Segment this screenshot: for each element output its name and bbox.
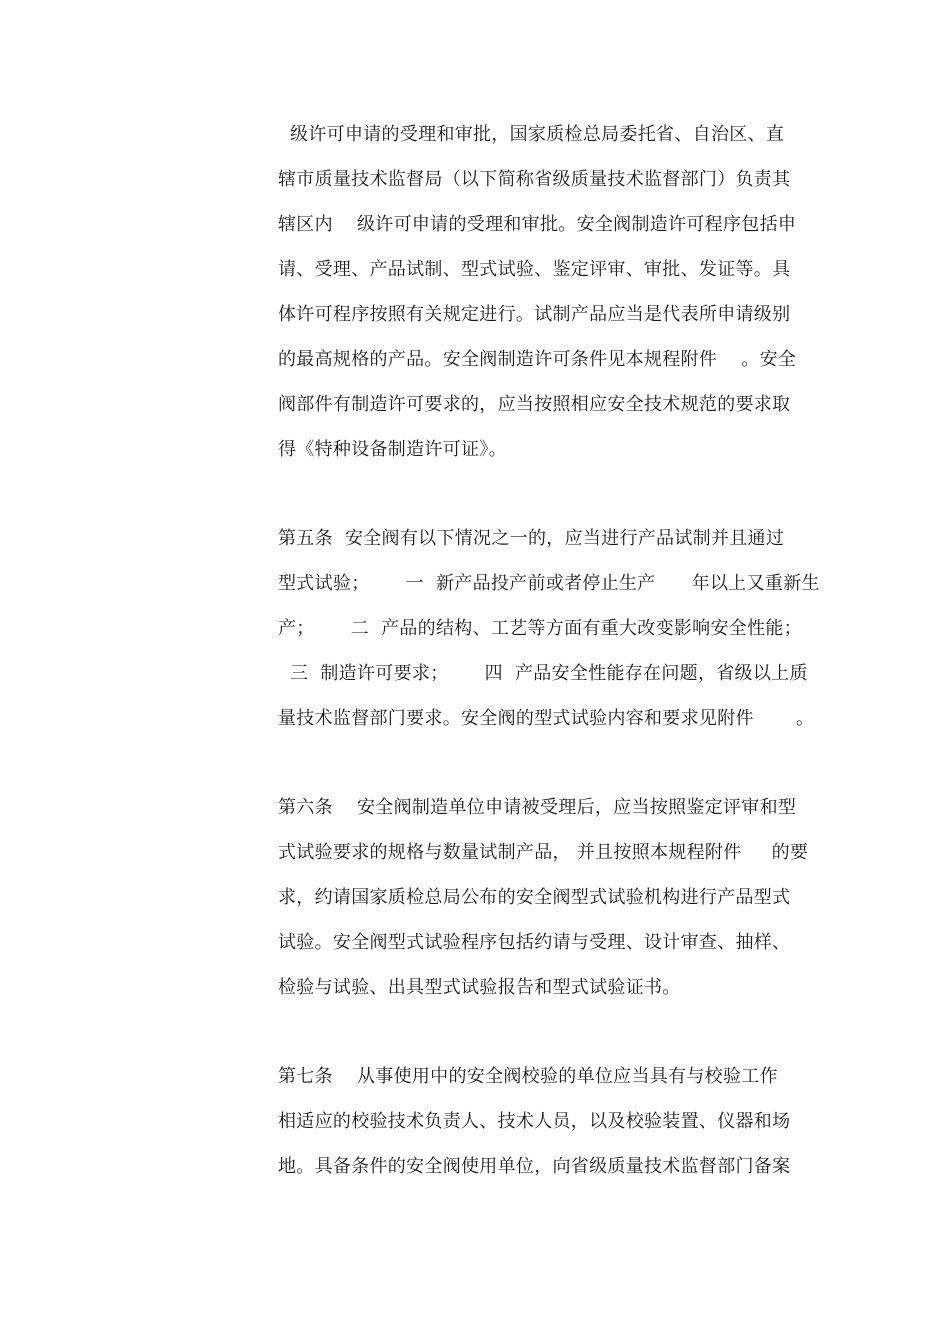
text-line: 试验。安全阀型式试验程序包括约请与受理、设计审查、抽样、 (278, 932, 791, 953)
text-line: 体许可程序按照有关规定进行。试制产品应当是代表所申请级别 (278, 304, 791, 325)
text-line: 第六条 安全阀制造单位申请被受理后，应当按照鉴定评审和型 (278, 797, 797, 818)
text-line: 型式试验； 一 新产品投产前或者停止生产 年以上又重新生 (278, 573, 820, 594)
text-line: 级许可申请的受理和审批，国家质检总局委托省、自治区、直 (278, 124, 785, 145)
text-line: 第七条 从事使用中的安全阀校验的单位应当具有与校验工作 (278, 1066, 778, 1087)
text-line: 地。具备条件的安全阀使用单位，向省级质量技术监督部门备案 (278, 1156, 791, 1177)
text-line: 相适应的校验技术负责人、技术人员，以及校验装置、仪器和场 (278, 1111, 791, 1132)
text-line: 阀部件有制造许可要求的，应当按照相应安全技术规范的要求取 (278, 394, 791, 415)
text-line: 请、受理、产品试制、型式试验、鉴定评审、审批、发证等。具 (278, 259, 791, 280)
text-line: 三 制造许可要求； 四 产品安全性能存在问题，省级以上质 (278, 663, 808, 684)
text-line: 式试验要求的规格与数量试制产品， 并且按照本规程附件 的要 (278, 842, 809, 863)
text-line: 产； 二 产品的结构、工艺等方面有重大改变影响安全性能； (278, 618, 802, 639)
text-line: 检验与试验、出具型式试验报告和型式试验证书。 (278, 977, 681, 998)
text-line: 得《特种设备制造许可证》。 (278, 439, 507, 460)
text-line: 辖市质量技术监督局（以下简称省级质量技术监督部门）负责其 (278, 169, 791, 190)
text-line: 第五条 安全阀有以下情况之一的，应当进行产品试制并且通过 (278, 528, 785, 549)
text-line: 求，约请国家质检总局公布的安全阀型式试验机构进行产品型式 (278, 887, 791, 908)
text-line: 量技术监督部门要求。安全阀的型式试验内容和要求见附件 。 (278, 708, 815, 729)
text-line: 的最高规格的产品。安全阀制造许可条件见本规程附件 。安全 (278, 349, 797, 370)
text-line: 辖区内 级许可申请的受理和审批。安全阀制造许可程序包括申 (278, 214, 797, 235)
